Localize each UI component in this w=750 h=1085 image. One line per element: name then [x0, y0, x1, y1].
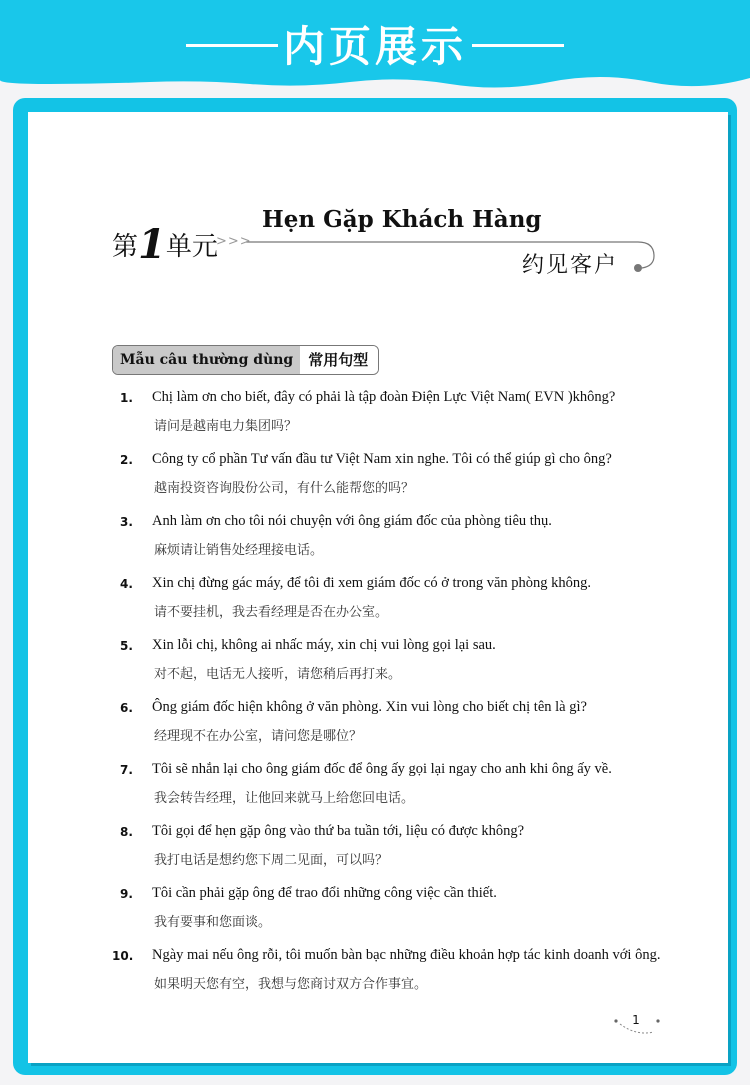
- sentence-vietnamese: Ông giám đốc hiện không ở văn phòng. Xin vui lòng cho biết chị tên là gì?: [152, 699, 587, 715]
- sentence-number: 8.: [120, 825, 133, 839]
- unit-prefix: 第: [112, 232, 139, 262]
- sentence-number: 10.: [112, 949, 134, 963]
- sentence-chinese: 越南投资咨询股份公司，有什么能帮您的吗？: [154, 481, 415, 496]
- banner-right-line: [472, 44, 564, 47]
- sentence-number: 4.: [120, 577, 133, 591]
- section-title-vietnamese: Mẫu câu thường dùng: [113, 346, 300, 374]
- sentence-chinese: 请问是越南电力集团吗？: [154, 419, 298, 434]
- sentence-number: 5.: [120, 639, 133, 653]
- page-number-decoration: [28, 112, 728, 1063]
- section-title-chinese: 常用句型: [300, 346, 378, 374]
- sentence-chinese: 我会转告经理，让他回来就马上给您回电话。: [154, 791, 415, 806]
- sentence-vietnamese: Công ty cổ phần Tư vấn đầu tư Việt Nam xin nghe. Tôi có thể giúp gì cho ông?: [152, 451, 612, 467]
- unit-suffix: 单元: [165, 232, 218, 262]
- sentence-vietnamese: Xin lỗi chị, không ai nhấc máy, xin chị vui lòng gọi lại sau.: [152, 637, 496, 653]
- unit-title-vietnamese: Hẹn Gặp Khách Hàng: [262, 206, 542, 233]
- sentence-number: 7.: [120, 763, 133, 777]
- sentence-chinese: 对不起，电话无人接听，请您稍后再打来。: [154, 667, 402, 682]
- unit-title-chinese: 约见客户: [522, 253, 619, 278]
- banner-title: 内页展示: [282, 22, 467, 71]
- document-page: [28, 112, 728, 1063]
- sentence-chinese: 如果明天您有空，我想与您商讨双方合作事宜。: [154, 977, 428, 992]
- sentence-number: 6.: [120, 701, 133, 715]
- sentence-vietnamese: Ngày mai nếu ông rỗi, tôi muốn bàn bạc những điều khoản hợp tác kinh doanh với ông.: [152, 947, 661, 963]
- unit-number: 1: [138, 221, 166, 268]
- sentence-chinese: 麻烦请让销售处经理接电话。: [154, 543, 324, 558]
- page-number: 1: [632, 1013, 640, 1027]
- sentence-vietnamese: Xin chị đừng gác máy, để tôi đi xem giám đốc có ở trong văn phòng không.: [152, 575, 592, 591]
- sentence-number: 3.: [120, 515, 133, 529]
- sentence-chinese: 我打电话是想约您下周二见面，可以吗？: [154, 853, 389, 868]
- sentence-number: 2.: [120, 453, 133, 467]
- sentence-vietnamese: Anh làm ơn cho tôi nói chuyện với ông giám đốc của phòng tiêu thụ.: [152, 513, 552, 529]
- sentence-vietnamese: Tôi cần phải gặp ông để trao đổi những công việc cần thiết.: [152, 885, 497, 901]
- unit-arrows: >>>: [216, 234, 252, 249]
- top-banner: [0, 0, 750, 100]
- sentence-chinese: 经理现不在办公室，请问您是哪位？: [154, 729, 363, 744]
- sentence-chinese: 请不要挂机，我去看经理是否在办公室。: [154, 605, 389, 620]
- sentence-chinese: 我有要事和您面谈。: [154, 915, 272, 930]
- sentence-number: 9.: [120, 887, 133, 901]
- sentence-vietnamese: Tôi sẽ nhắn lại cho ông giám đốc để ông ấy gọi lại ngay cho anh khi ông ấy về.: [152, 761, 612, 777]
- sentence-number: 1.: [120, 391, 133, 405]
- sentence-vietnamese: Chị làm ơn cho biết, đây có phải là tập đoàn Điện Lực Việt Nam( EVN )không?: [152, 389, 616, 405]
- sentence-vietnamese: Tôi gọi để hẹn gặp ông vào thứ ba tuần tới, liệu có được không?: [152, 823, 525, 839]
